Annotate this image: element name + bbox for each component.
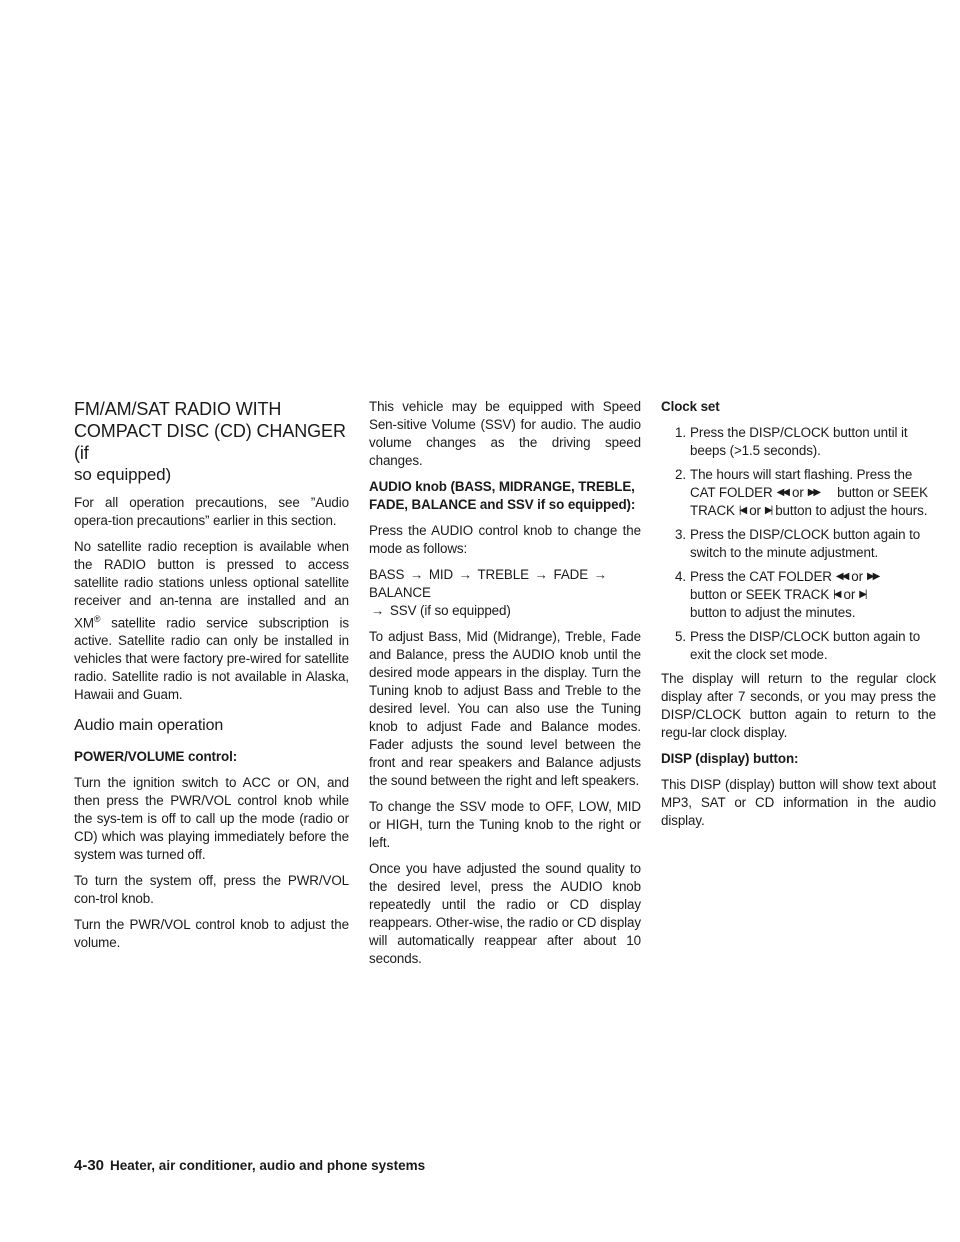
mode-sequence: BASS → MID → TREBLE → FADE → BALANCE → SSV (if so equipped) bbox=[369, 567, 607, 618]
disp-button-heading: DISP (display) button: bbox=[661, 751, 799, 766]
next-track-icon: ▶| bbox=[859, 589, 866, 600]
arrow-icon: → bbox=[458, 567, 473, 582]
page-footer bbox=[74, 1157, 425, 1174]
list-item: 1. Press the DISP/CLOCK button until it beeps (>1.5 seconds). bbox=[675, 425, 908, 458]
fast-forward-icon: ▶▶ bbox=[807, 487, 820, 498]
clock-set-heading: Clock set bbox=[661, 399, 720, 414]
ssv-paragraph: This vehicle may be equipped with Speed Sen-sitive Volume (SSV) for audio. The audio volume changes as the driving speed changes. bbox=[369, 399, 641, 468]
precautions-paragraph: For all operation precautions, see ”Audio opera-tion precautions” earlier in this section. bbox=[74, 495, 349, 528]
clock-steps bbox=[661, 424, 936, 664]
audio-mode-paragraph: Press the AUDIO control knob to change the mode as follows: bbox=[369, 523, 641, 556]
rewind-icon: ◀◀ bbox=[776, 487, 788, 498]
section-title: FM/AM/SAT RADIO WITH COMPACT DISC (CD) CHANGER (if so equipped) bbox=[74, 399, 346, 484]
arrow-icon: → bbox=[371, 603, 385, 618]
reappear-paragraph: Once you have adjusted the sound quality to the desired level, press the AUDIO knob repeatedly until the radio or CD display reappears. Other-wise, the radio or CD display will automatically reappear after about 10 seconds. bbox=[369, 861, 641, 966]
adjust-paragraph: To adjust Bass, Mid (Midrange), Treble, Fade and Balance, press the AUDIO knob until the desired mode appears in the display. Turn the Tuning knob to adjust Bass and Treble to the desired level. You can also use the Tuning knob to adjust Fade and Balance modes. Fader adjusts the sound level between the front and rear speakers and Balance adjusts the sound between the right and left speakers. bbox=[369, 629, 641, 788]
previous-track-icon: |◀ bbox=[833, 589, 840, 600]
ssv-mode-paragraph: To change the SSV mode to OFF, LOW, MID or HIGH, turn the Tuning knob to the right or left. bbox=[369, 799, 641, 850]
list-item: 4. Press the CAT FOLDER ◀◀ or ▶▶ button or SEEK TRACK |◀ or ▶| button to adjust the minutes. bbox=[675, 569, 879, 620]
registered-mark: ® bbox=[93, 614, 101, 624]
next-track-icon: ▶| bbox=[764, 505, 772, 516]
audio-knob-heading: AUDIO knob (BASS, MIDRANGE, TREBLE, FADE, BALANCE and SSV if so equipped): bbox=[369, 479, 636, 512]
list-item: 2. The hours will start flashing. Press the CAT FOLDER ◀◀ or ▶▶ button or SEEK TRACK |◀ or ▶| button to adjust the hours. bbox=[675, 467, 928, 518]
column-3 bbox=[661, 398, 936, 838]
fast-forward-icon: ▶▶ bbox=[866, 571, 879, 582]
arrow-icon: → bbox=[534, 567, 548, 582]
satellite-paragraph: No satellite radio reception is available when the RADIO button is pressed to access satellite radio stations unless optional satellite receiver and an-tenna are installed and an XM® satellite radio service subscription is active. Satellite radio can only be installed in vehicles that were factory pre-wired for satellite radio. Satellite radio is not available in Alaska, Hawaii and Guam. bbox=[74, 539, 349, 703]
arrow-icon: → bbox=[409, 567, 424, 582]
column-1 bbox=[74, 398, 349, 960]
list-item: 3. Press the DISP/CLOCK button again to switch to the minute adjustment. bbox=[675, 527, 921, 560]
page-number: 4-30 bbox=[74, 1157, 105, 1174]
power-paragraph-2: To turn the system off, press the PWR/VOL con-trol knob. bbox=[74, 873, 349, 907]
footer-section-title: Heater, air conditioner, audio and phone systems bbox=[110, 1158, 426, 1173]
power-paragraph-3: Turn the PWR/VOL control knob to adjust the volume. bbox=[74, 917, 349, 951]
power-volume-heading: POWER/VOLUME control: bbox=[74, 749, 238, 765]
clock-return-paragraph: The display will return to the regular clock display after 7 seconds, or you may press the DISP/CLOCK button again to return to the regu-lar clock display. bbox=[661, 671, 936, 740]
column-2 bbox=[369, 398, 641, 976]
power-paragraph-1: Turn the ignition switch to ACC or ON, and then press the PWR/VOL control knob while the sys-tem is off to call up the mode (radio or CD) which was playing immediately before the system was turned off. bbox=[74, 775, 349, 863]
previous-track-icon: |◀ bbox=[738, 505, 746, 516]
disp-paragraph: This DISP (display) button will show text about MP3, SAT or CD information in the audio display. bbox=[661, 777, 936, 828]
list-item: 5. Press the DISP/CLOCK button again to exit the clock set mode. bbox=[675, 629, 921, 662]
rewind-icon: ◀◀ bbox=[835, 571, 848, 582]
arrow-icon: → bbox=[593, 567, 607, 582]
audio-main-operation-heading: Audio main operation bbox=[74, 717, 224, 735]
